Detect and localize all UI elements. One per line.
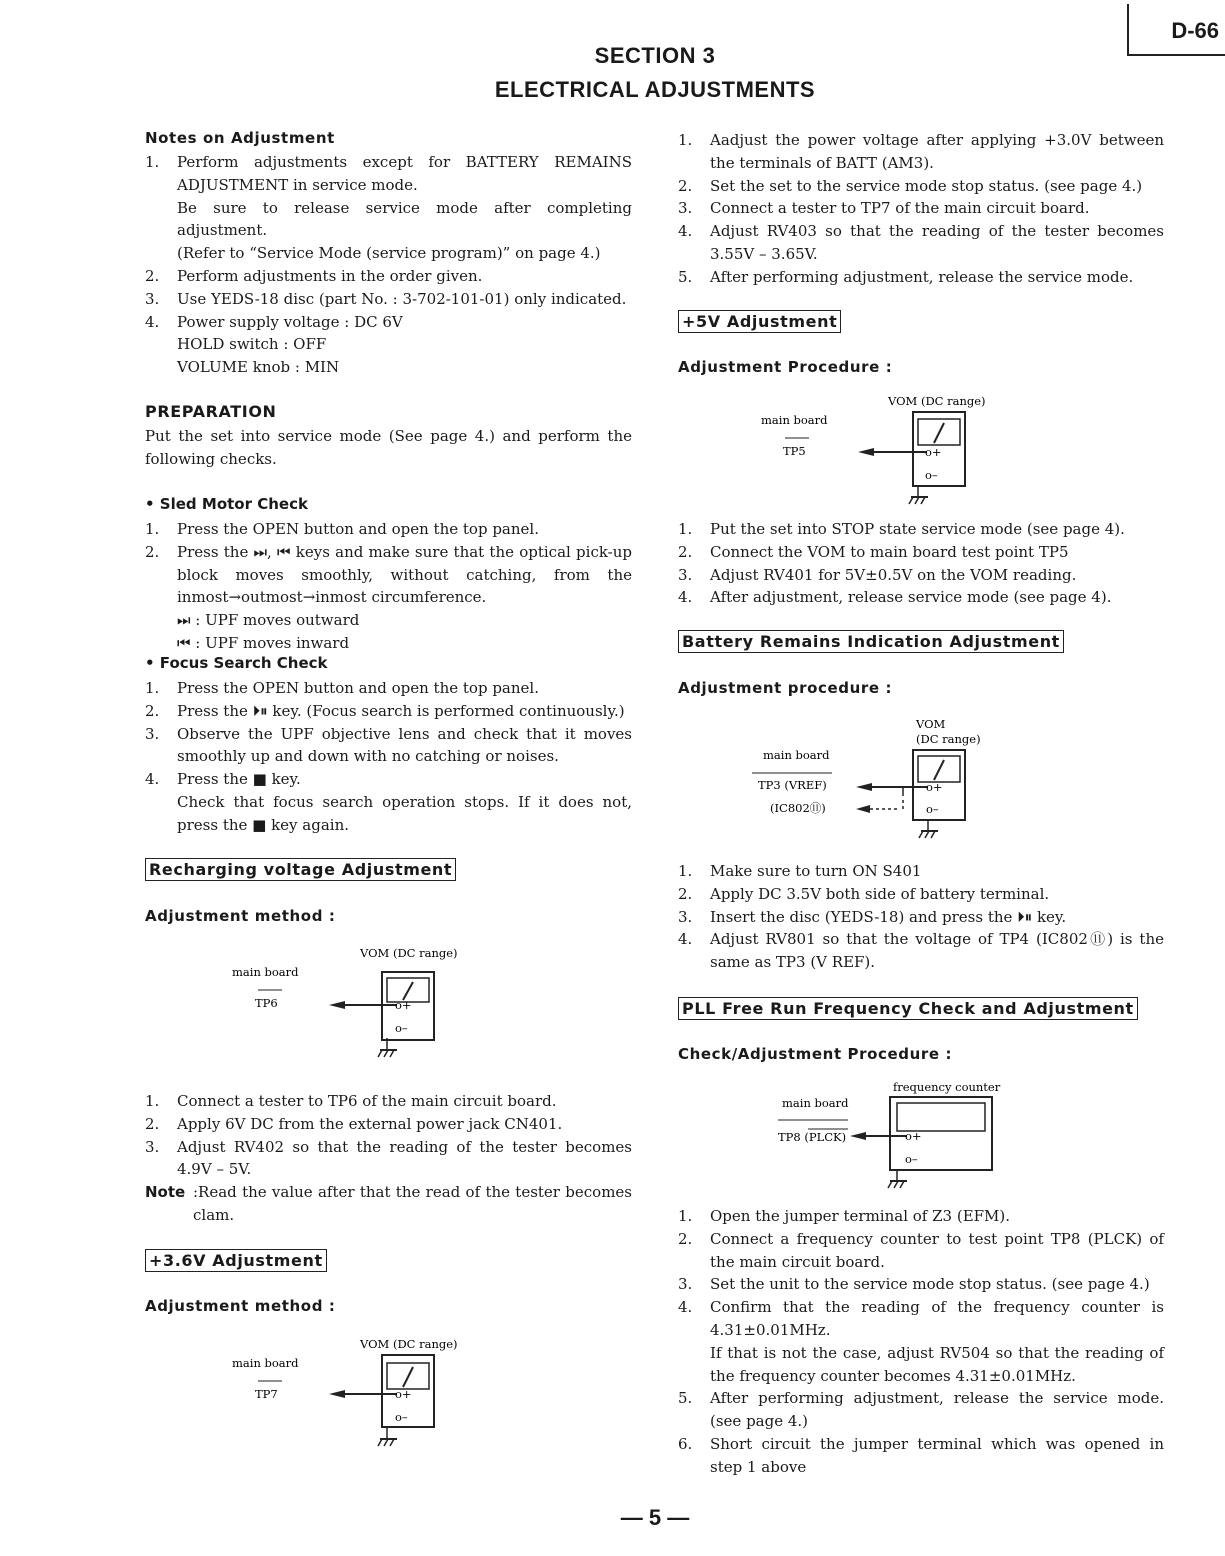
upf-outward: ⏭ : UPF moves outward [177,611,360,630]
list-item-cont: Be sure to release service mode after completing adjustment. [177,198,632,240]
meter-label: VOM (DC range) [888,394,986,408]
meter-needle [934,760,944,780]
probe-arrow [858,448,874,456]
recharging-list [145,1090,632,1227]
svg-text:o+: o+ [925,445,942,459]
tp-label: TP7 [255,1387,278,1401]
preparation-text: Put the set into service mode (See page 4.) and perform the following checks. [145,427,632,468]
meter-needle [934,423,944,443]
minus-terminal: o– [395,1021,408,1035]
list-item: 5. After performing adjustment, release the service mode. [678,267,1134,286]
probe-arrow [856,783,872,791]
page-number: — 5 — [620,1505,690,1530]
list-item: 3. Adjust RV402 so that the reading of the tester becomes 4.9V – 5V. [145,1137,632,1179]
svg-text:o+: o+ [926,780,943,794]
meter-label: VOM (DC range) [360,946,458,960]
list-item: 1. Perform adjustments except for BATTERY REMAINS ADJUSTMENT in service mode. [145,153,632,194]
list-item: 2. Set the set to the service mode stop status. (see page 4.) [678,176,1143,195]
list-item: 2. Connect the VOM to main board test point TP5 [678,542,1069,561]
v5-diagram [755,390,1015,515]
tp-label: TP6 [255,996,278,1010]
list-item: 4. Confirm that the reading of the frequency counter is 4.31±0.01MHz. [678,1298,1164,1339]
pll-procedure: Check/Adjustment Procedure : [678,1045,953,1063]
focus-extra: Check that focus search operation stops. If it does not, press the ■ key again. [177,792,632,834]
v5-list [678,518,1164,609]
svg-text:o–: o– [395,1410,408,1424]
svg-text:o+: o+ [905,1129,922,1143]
upf-inward: ⏮ : UPF moves inward [177,633,350,652]
preparation-heading: PREPARATION [145,402,277,421]
meter-needle [403,1367,413,1387]
v5-heading: +5V Adjustment [678,310,841,333]
list-item: 3. Adjust RV401 for 5V±0.5V on the VOM reading. [678,565,1077,584]
list-item: 4. Adjust RV403 so that the reading of the tester becomes 3.55V – 3.65V. [678,222,1164,263]
list-item: 2. Press the ⏵⏸ key. (Focus search is performed continuously.) [145,701,625,720]
meter-label: frequency counter [893,1080,1001,1094]
svg-text:o+: o+ [395,1387,412,1401]
list-item: 4. Adjust RV801 so that the voltage of TP4 (IC802⑪) is the same as TP3 (V REF). [678,930,1164,972]
meter-label: VOM (DC range) [360,1337,458,1351]
battery-procedure: Adjustment procedure : [678,679,893,697]
probe-arrow [329,1390,345,1398]
meter-range-label: (DC range) [916,732,981,746]
pll-item4-extra: If that is not the case, adjust RV504 so that the reading of the frequency counter becomes 4.31±0.01MHz. [710,1343,1164,1385]
focus-heading: • Focus Search Check [145,654,328,672]
pll-list [678,1205,1164,1479]
board-label: main board [232,965,299,979]
board-label: main board [232,1356,299,1370]
battery-list [678,860,1164,974]
board-label: main board [763,748,830,762]
v36-heading: +3.6V Adjustment [145,1249,327,1272]
board-label: main board [761,413,828,427]
list-item: 2. Press the ⏭, ⏮ keys and make sure that the optical pick-up block moves smoothly, without catching, from the inmost→outmost→inmost circumference. [145,542,632,607]
section-title: SECTION 3 [594,43,716,68]
battery-diagram [750,712,1015,847]
list-item: 5. After performing adjustment, release the service mode. (see page 4.) [678,1389,1164,1431]
list-item-cont: (Refer to “Service Mode (service program)” on page 4.) [177,244,601,263]
probe-arrow-2 [856,805,870,813]
probe-arrow [329,1001,345,1009]
note-text: :Read the value after that the read of the tester becomes clam. [193,1183,632,1224]
list-item: 3. Use YEDS-18 disc (part No. : 3-702-101-01) only indicated. [145,289,627,308]
v5-procedure: Adjustment Procedure : [678,358,893,376]
list-item: 4. Power supply voltage : DC 6V [145,312,403,331]
plus-terminal: o+ [395,998,412,1012]
meter-label: VOM [916,717,946,731]
v36-diagram [225,1331,475,1456]
list-item-cont: VOLUME knob : MIN [177,358,340,377]
list-item: 1. Make sure to turn ON S401 [678,862,922,880]
pll-heading: PLL Free Run Frequency Check and Adjustment [678,997,1138,1020]
list-item: 4. After adjustment, release service mode (see page 4). [678,588,1112,607]
tp-vref-label: TP3 (VREF) [758,778,827,792]
v36-steps-list [678,129,1164,289]
note-label: Note [145,1183,186,1202]
recharging-heading: Recharging voltage Adjustment [145,858,456,881]
list-item: 3. Connect a tester to TP7 of the main circuit board. [678,199,1090,218]
notes-heading: Notes on Adjustment [145,129,335,147]
focus-list [145,677,632,837]
board-label: main board [782,1096,849,1110]
list-item: 2. Perform adjustments in the order given. [145,266,483,285]
notes-list [145,151,632,379]
probe-arrow [850,1132,866,1140]
tp-ic-label: (IC802⑪) [770,801,826,815]
list-item: 1. Press the OPEN button and open the top panel. [145,679,539,697]
sled-list [145,518,632,655]
svg-text:o–: o– [905,1152,918,1166]
list-item: 1. Connect a tester to TP6 of the main circuit board. [145,1092,557,1110]
list-item: 2. Apply 6V DC from the external power jack CN401. [145,1114,563,1133]
battery-heading: Battery Remains Indication Adjustment [678,630,1064,653]
pll-diagram [770,1075,1015,1200]
svg-text:o–: o– [926,802,939,816]
recharging-diagram [225,940,475,1065]
note [145,1181,632,1227]
svg-text:o–: o– [925,468,938,482]
counter-display [897,1103,985,1131]
page-code: D-66 [1171,18,1219,43]
list-item-cont: HOLD switch : OFF [177,335,327,354]
v36-method: Adjustment method : [145,1297,336,1315]
list-item: 1. Press the OPEN button and open the top panel. [145,520,539,538]
list-item: 4. Press the ■ key. [145,770,301,789]
tp-label: TP8 (PLCK) [778,1130,847,1144]
sled-heading: • Sled Motor Check [145,495,308,513]
recharging-method: Adjustment method : [145,907,336,925]
list-item: 6. Short circuit the jumper terminal which was opened in step 1 above [678,1434,1164,1476]
list-item: 3. Insert the disc (YEDS-18) and press the ⏵⏸ key. [678,907,1067,926]
list-item: 1. Aadjust the power voltage after applying +3.0V between the terminals of BATT (AM3). [678,131,1164,172]
list-item: 2. Connect a frequency counter to test point TP8 (PLCK) of the main circuit board. [678,1229,1164,1271]
tp-label: TP5 [783,444,806,458]
list-item: 1. Open the jumper terminal of Z3 (EFM). [678,1207,1011,1225]
section-subtitle: ELECTRICAL ADJUSTMENTS [494,77,816,102]
list-item: 3. Set the unit to the service mode stop status. (see page 4.) [678,1275,1150,1294]
list-item: 3. Observe the UPF objective lens and check that it moves smoothly up and down with no catching or noises. [145,724,632,766]
list-item: 2. Apply DC 3.5V both side of battery terminal. [678,884,1050,903]
list-item: 1. Put the set into STOP state service mode (see page 4). [678,520,1125,538]
